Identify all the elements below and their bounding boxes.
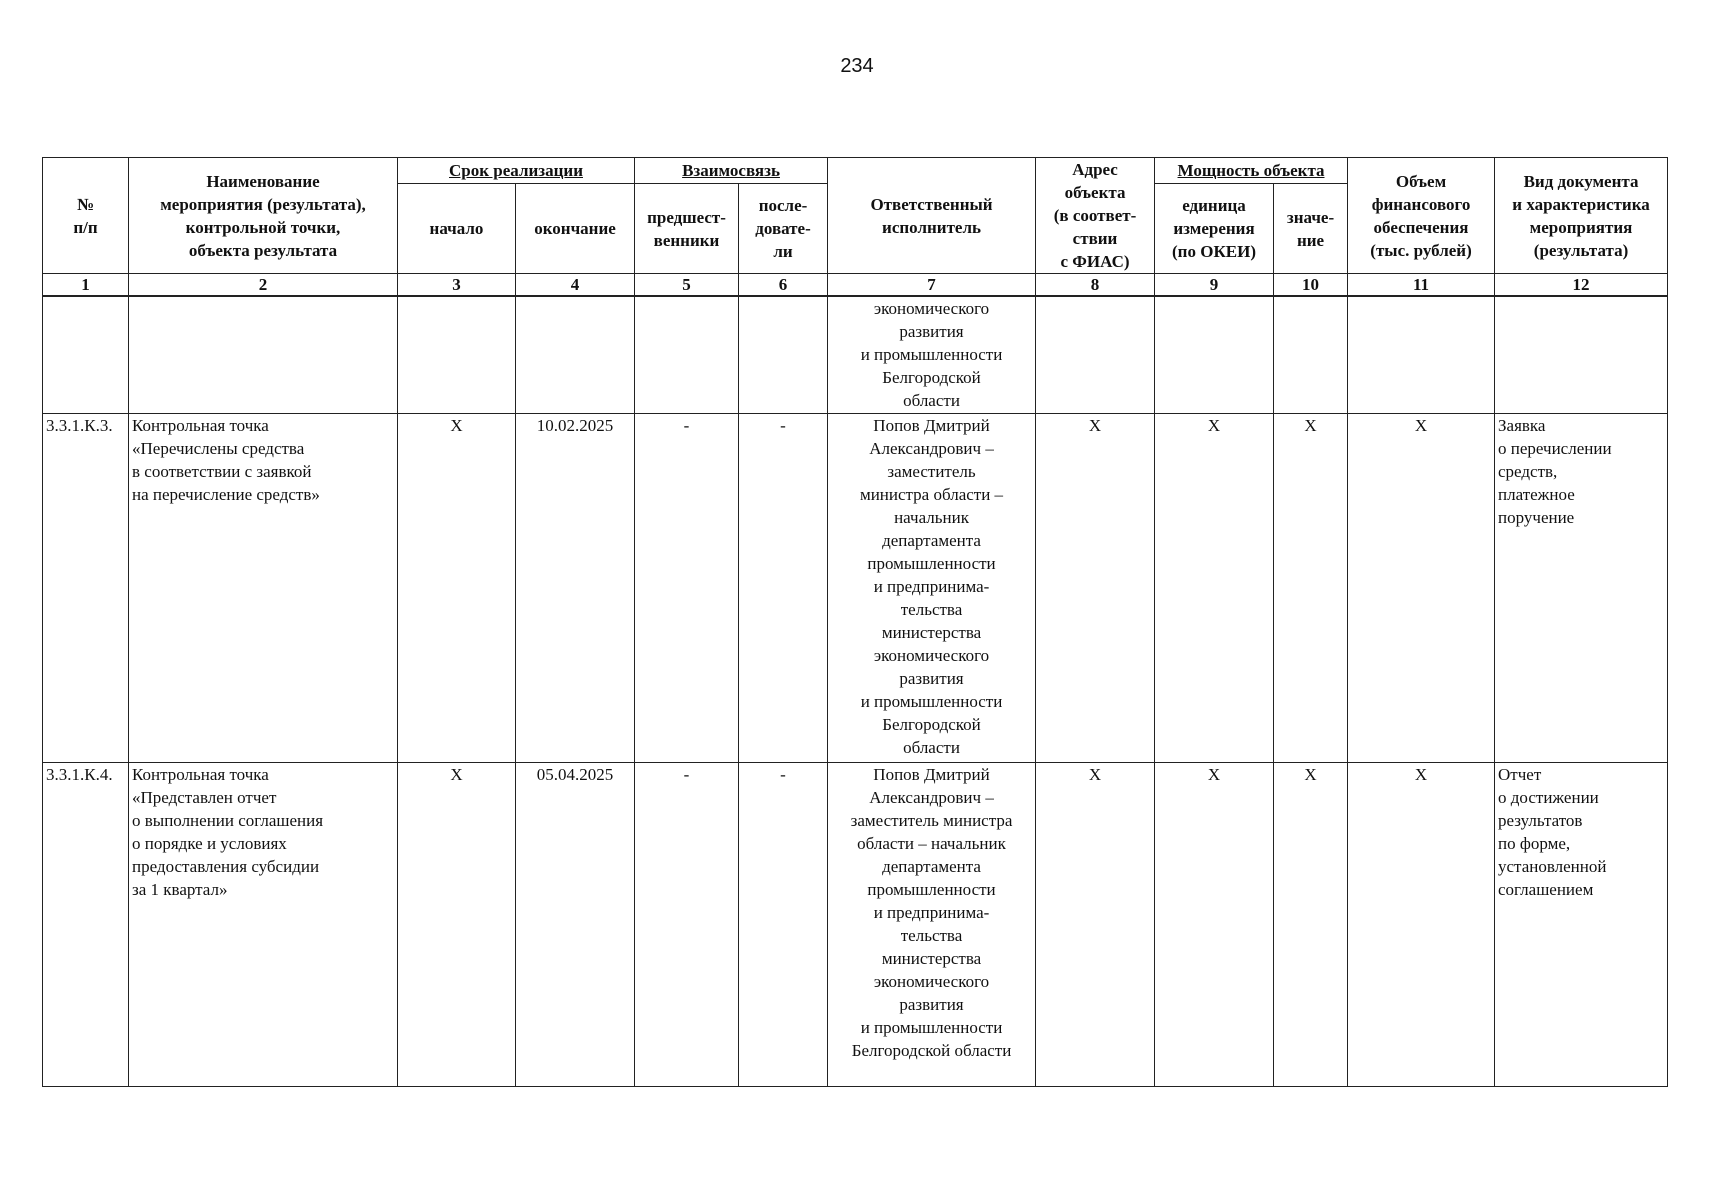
row-end: 10.02.2025 [516,413,635,762]
row-responsible: Попов Дмитрий Александрович – заместитель министра области – начальник департамента промышленности и предпринима- тельства министерства экономического развития и промышленности Белгородской области [828,413,1036,762]
column-number: 12 [1495,274,1668,297]
header-end: окончание [516,184,635,274]
row-name: Контрольная точка «Представлен отчет о выполнении соглашения о порядке и условиях предоставления субсидии за 1 квартал» [129,762,398,1086]
header-start: начало [398,184,516,274]
column-number: 8 [1036,274,1155,297]
row-start: X [398,762,516,1086]
column-number: 9 [1155,274,1274,297]
row-name: Контрольная точка «Перечислены средства в соответствии с заявкой на перечисление средств» [129,413,398,762]
row-address [1036,296,1155,413]
row-value [1274,296,1348,413]
row-predecessors [635,296,739,413]
row-doc: Заявка о перечислении средств, платежное поручение [1495,413,1668,762]
row-unit [1155,296,1274,413]
row-successors: - [739,413,828,762]
row-responsible: Попов Дмитрий Александрович – заместитель министра области – начальник департамента промышленности и предпринима- тельства министерства экономического развития и промышленности Белгородской области [828,762,1036,1086]
row-end: 05.04.2025 [516,762,635,1086]
row-predecessors: - [635,762,739,1086]
row-finance: X [1348,762,1495,1086]
header-predecessors: предшест- венники [635,184,739,274]
column-number: 10 [1274,274,1348,297]
row-finance: X [1348,413,1495,762]
row-successors: - [739,762,828,1086]
row-successors [739,296,828,413]
column-number: 11 [1348,274,1495,297]
column-number: 3 [398,274,516,297]
row-doc: Отчет о достижении результатов по форме, установленной соглашением [1495,762,1668,1086]
row-start [398,296,516,413]
row-value: X [1274,413,1348,762]
row-responsible: экономического развития и промышленности Белгородской области [828,296,1036,413]
header-responsible: Ответственный исполнитель [828,158,1036,274]
row-num [43,296,129,413]
header-name: Наименование мероприятия (результата), контрольной точки, объекта результата [129,158,398,274]
column-number: 5 [635,274,739,297]
table-row [43,762,1668,1086]
row-name [129,296,398,413]
row-start: X [398,413,516,762]
header-capacity: Мощность объекта [1155,158,1348,184]
row-doc [1495,296,1668,413]
header-doc: Вид документа и характеристика мероприятия (результата) [1495,158,1668,274]
page-number: 234 [840,55,874,77]
column-number: 2 [129,274,398,297]
row-end [516,296,635,413]
column-number: 1 [43,274,129,297]
header-unit: единица измерения (по ОКЕИ) [1155,184,1274,274]
plan-table [42,157,1668,1087]
table-row [43,296,1668,413]
header-finance: Объем финансового обеспечения (тыс. рублей) [1348,158,1495,274]
header-successors: после- довате- ли [739,184,828,274]
header-value: значе- ние [1274,184,1348,274]
header-num: № п/п [43,158,129,274]
column-number: 6 [739,274,828,297]
row-value: X [1274,762,1348,1086]
row-num: 3.3.1.К.4. [43,762,129,1086]
row-unit: X [1155,762,1274,1086]
row-address: X [1036,413,1155,762]
row-unit: X [1155,413,1274,762]
header-link: Взаимосвязь [635,158,828,184]
row-address: X [1036,762,1155,1086]
header-address: Адрес объекта (в соответ- ствии с ФИАС) [1036,158,1155,274]
header-term: Срок реализации [398,158,635,184]
table-row [43,413,1668,762]
row-num: 3.3.1.К.3. [43,413,129,762]
column-number: 7 [828,274,1036,297]
row-predecessors: - [635,413,739,762]
row-finance [1348,296,1495,413]
column-number: 4 [516,274,635,297]
